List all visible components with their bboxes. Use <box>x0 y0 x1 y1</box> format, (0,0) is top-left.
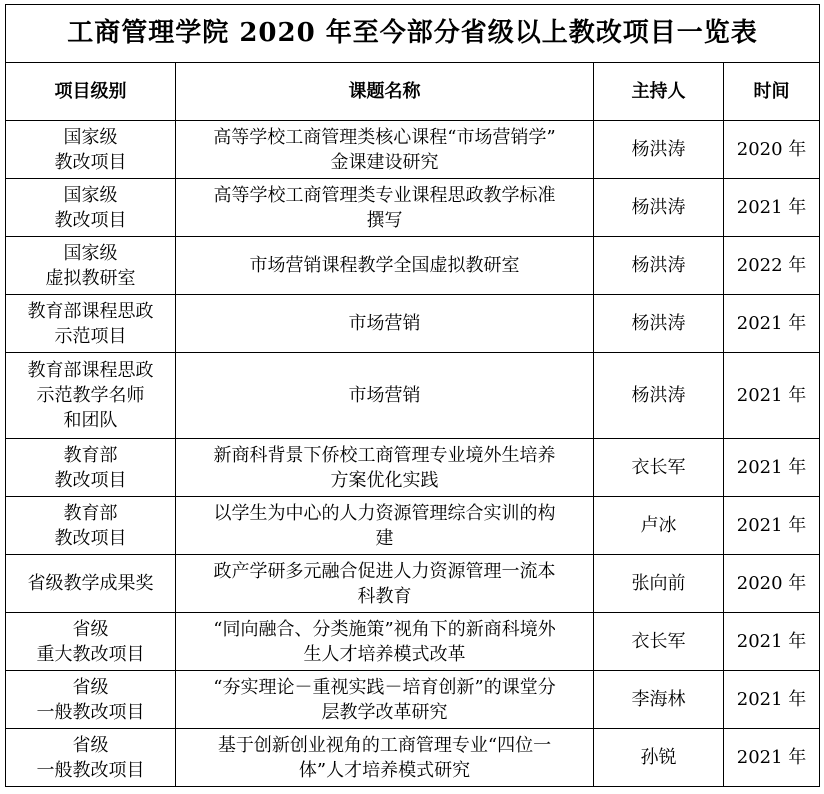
table-row <box>6 179 820 237</box>
cell-year: 2021 年 <box>724 671 820 729</box>
table-row <box>6 295 820 353</box>
header-row <box>6 63 820 121</box>
cell-level: 省级 一般教改项目 <box>6 729 176 787</box>
table-row <box>6 613 820 671</box>
cell-topic: 新商科背景下侨校工商管理专业境外生培养 方案优化实践 <box>176 439 594 497</box>
cell-host: 孙锐 <box>594 729 724 787</box>
header-level: 项目级别 <box>6 63 176 121</box>
table-row <box>6 353 820 439</box>
cell-level: 教育部 教改项目 <box>6 439 176 497</box>
cell-topic: 高等学校工商管理类专业课程思政教学标准 撰写 <box>176 179 594 237</box>
cell-topic: “夯实理论－重视实践－培育创新”的课堂分 层教学改革研究 <box>176 671 594 729</box>
cell-topic: 市场营销 <box>176 353 594 439</box>
table-row <box>6 237 820 295</box>
cell-year: 2021 年 <box>724 353 820 439</box>
cell-host: 衣长军 <box>594 613 724 671</box>
cell-topic: “同向融合、分类施策”视角下的新商科境外 生人才培养模式改革 <box>176 613 594 671</box>
cell-year: 2022 年 <box>724 237 820 295</box>
cell-host: 杨洪涛 <box>594 121 724 179</box>
cell-level: 教育部课程思政 示范项目 <box>6 295 176 353</box>
table-row <box>6 439 820 497</box>
table-row <box>6 555 820 613</box>
table-row <box>6 497 820 555</box>
cell-level: 国家级 虚拟教研室 <box>6 237 176 295</box>
cell-host: 杨洪涛 <box>594 179 724 237</box>
cell-host: 张向前 <box>594 555 724 613</box>
cell-level: 教育部课程思政 示范教学名师 和团队 <box>6 353 176 439</box>
cell-year: 2021 年 <box>724 729 820 787</box>
cell-year: 2021 年 <box>724 295 820 353</box>
cell-level: 国家级 教改项目 <box>6 121 176 179</box>
cell-host: 杨洪涛 <box>594 237 724 295</box>
cell-year: 2020 年 <box>724 121 820 179</box>
cell-year: 2020 年 <box>724 555 820 613</box>
cell-topic: 高等学校工商管理类核心课程“市场营销学” 金课建设研究 <box>176 121 594 179</box>
cell-level: 省级 重大教改项目 <box>6 613 176 671</box>
cell-host: 李海林 <box>594 671 724 729</box>
cell-level: 国家级 教改项目 <box>6 179 176 237</box>
cell-host: 杨洪涛 <box>594 353 724 439</box>
header-host: 主持人 <box>594 63 724 121</box>
cell-host: 衣长军 <box>594 439 724 497</box>
cell-level: 省级教学成果奖 <box>6 555 176 613</box>
cell-year: 2021 年 <box>724 497 820 555</box>
table-row <box>6 671 820 729</box>
cell-year: 2021 年 <box>724 613 820 671</box>
cell-topic: 市场营销课程教学全国虚拟教研室 <box>176 237 594 295</box>
cell-topic: 基于创新创业视角的工商管理专业“四位一 体”人才培养模式研究 <box>176 729 594 787</box>
cell-topic: 以学生为中心的人力资源管理综合实训的构 建 <box>176 497 594 555</box>
cell-host: 卢冰 <box>594 497 724 555</box>
cell-year: 2021 年 <box>724 179 820 237</box>
cell-year: 2021 年 <box>724 439 820 497</box>
cell-host: 杨洪涛 <box>594 295 724 353</box>
cell-level: 省级 一般教改项目 <box>6 671 176 729</box>
table-row <box>6 729 820 787</box>
header-topic: 课题名称 <box>176 63 594 121</box>
cell-topic: 市场营销 <box>176 295 594 353</box>
header-year: 时间 <box>724 63 820 121</box>
cell-level: 教育部 教改项目 <box>6 497 176 555</box>
projects-table <box>5 4 820 787</box>
table-title: 工商管理学院 2020 年至今部分省级以上教改项目一览表 <box>6 5 820 63</box>
table-row <box>6 121 820 179</box>
cell-topic: 政产学研多元融合促进人力资源管理一流本 科教育 <box>176 555 594 613</box>
